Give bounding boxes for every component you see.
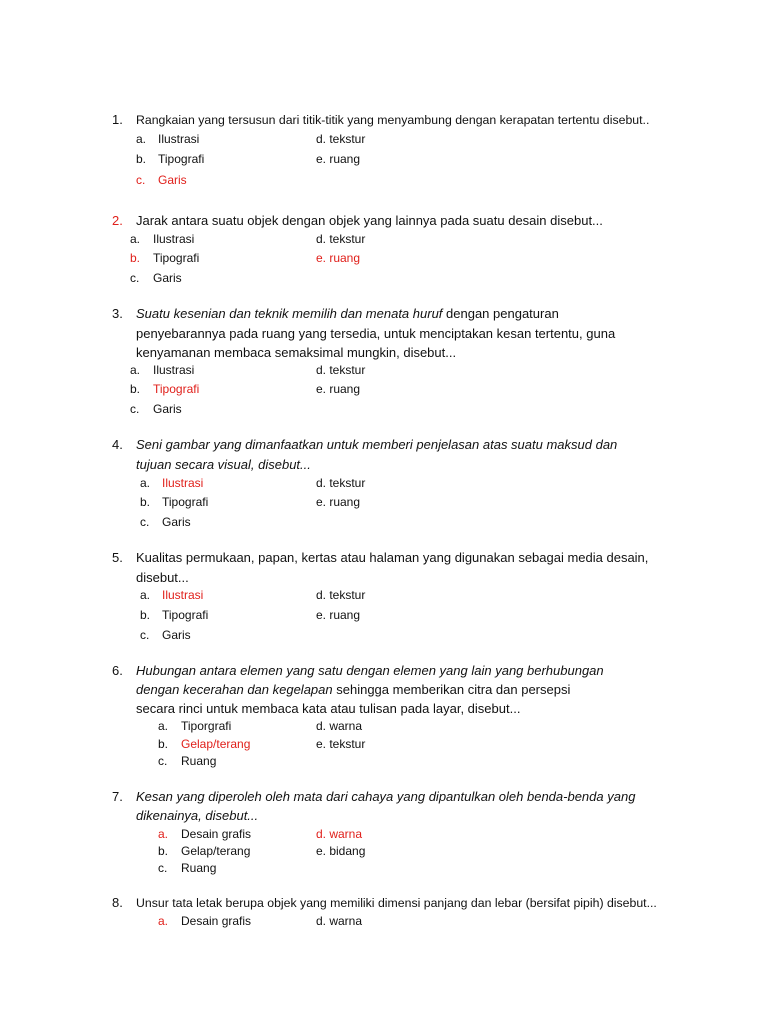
option-d: d. tekstur (316, 476, 366, 490)
option-a-text: Ilustrasi (162, 476, 204, 490)
option-c-letter: c. (140, 628, 150, 642)
option-e: e. ruang (316, 251, 361, 265)
option-d: d. tekstur (316, 132, 366, 146)
option-a-text: Desain grafis (181, 827, 252, 841)
question-text-rest: sehingga memberikan citra dan persepsi (332, 682, 571, 697)
option-d: d. warna (316, 719, 363, 733)
option-b-text: Tipografi (153, 251, 200, 265)
option-e: e. ruang (316, 608, 361, 622)
question-text-line-2: penyebarannya pada ruang yang tersedia, untuk menciptakan kesan tertentu, guna (136, 326, 616, 341)
question-text-line-3: secara rinci untuk membaca kata atau tulisan pada layar, disebut... (136, 701, 521, 716)
question-number: 6. (112, 663, 123, 678)
option-a-letter: a. (158, 719, 169, 733)
question-number: 1. (112, 112, 123, 127)
option-b-text: Gelap/terang (181, 737, 251, 751)
option-a-letter: a. (158, 827, 169, 841)
option-b-letter: b. (130, 251, 141, 265)
option-d: d. warna (316, 827, 363, 841)
option-c-letter: c. (158, 861, 168, 875)
option-b-letter: b. (140, 608, 151, 622)
option-b-letter: b. (158, 737, 169, 751)
option-a-letter: a. (140, 588, 151, 602)
question-text-italic: Suatu kesenian dan teknik memilih dan menata huruf (136, 306, 443, 321)
option-b-text: Tipografi (162, 608, 209, 622)
option-c-letter: c. (158, 754, 168, 768)
option-d: d. tekstur (316, 232, 366, 246)
question-number: 4. (112, 437, 123, 452)
option-e: e. ruang (316, 382, 361, 396)
option-a-letter: a. (136, 132, 147, 146)
option-a-letter: a. (130, 363, 141, 377)
option-e: e. tekstur (316, 737, 366, 751)
question-text: Jarak antara suatu objek dengan objek yang lainnya pada suatu desain disebut... (136, 213, 603, 228)
option-d: d. tekstur (316, 363, 366, 377)
question-text: Rangkaian yang tersusun dari titik-titik yang menyambung dengan kerapatan tertentu disebut.. (136, 113, 650, 127)
option-e: e. bidang (316, 844, 366, 858)
option-c-text: Ruang (181, 861, 217, 875)
question-number: 7. (112, 789, 123, 804)
question-text-line-2: disebut... (136, 570, 189, 585)
option-c-text: Garis (162, 628, 191, 642)
option-a-letter: a. (140, 476, 151, 490)
question-text-line-2: tujuan secara visual, disebut... (136, 457, 311, 472)
option-a-text: Ilustrasi (153, 232, 195, 246)
option-d: d. tekstur (316, 588, 366, 602)
option-d: d. warna (316, 914, 363, 928)
question-text-italic: dengan kecerahan dan kegelapan (136, 682, 333, 697)
option-c-text: Garis (162, 515, 191, 529)
option-c-text: Garis (153, 271, 182, 285)
question-text-line-2 (136, 681, 570, 699)
question-text-line-1 (136, 305, 559, 323)
option-b-letter: b. (158, 844, 169, 858)
option-a-text: Ilustrasi (158, 132, 200, 146)
option-b-text: Tipografi (153, 382, 200, 396)
question-text-line-1: Kesan yang diperoleh oleh mata dari cahaya yang dipantulkan oleh benda-benda yang (136, 789, 636, 804)
option-c-text: Ruang (181, 754, 217, 768)
option-c-text: Garis (158, 173, 187, 187)
option-c-letter: c. (130, 402, 140, 416)
option-b-letter: b. (136, 152, 147, 166)
option-e: e. ruang (316, 152, 361, 166)
option-b-letter: b. (130, 382, 141, 396)
question-text-line-1: Seni gambar yang dimanfaatkan untuk memberi penjelasan atas suatu maksud dan (136, 437, 618, 452)
question-number: 8. (112, 895, 123, 910)
question-number: 5. (112, 550, 123, 565)
option-a-letter: a. (130, 232, 141, 246)
option-a-text: Desain grafis (181, 914, 252, 928)
option-a-letter: a. (158, 914, 169, 928)
option-a-text: Ilustrasi (153, 363, 195, 377)
option-c-letter: c. (136, 173, 146, 187)
option-e: e. ruang (316, 495, 361, 509)
option-a-text: Ilustrasi (162, 588, 204, 602)
option-b-text: Tipografi (162, 495, 209, 509)
question-text: Unsur tata letak berupa objek yang memiliki dimensi panjang dan lebar (bersifat pipih) disebut... (136, 896, 657, 910)
option-c-text: Garis (153, 402, 182, 416)
question-text-rest: dengan pengaturan (442, 306, 559, 321)
question-number: 2. (112, 213, 123, 228)
question-text-line-3: kenyamanan membaca semaksimal mungkin, disebut... (136, 345, 457, 360)
question-text-line-1: Hubungan antara elemen yang satu dengan elemen yang lain yang berhubungan (136, 663, 604, 678)
question-text-line-1: Kualitas permukaan, papan, kertas atau halaman yang digunakan sebagai media desain, (136, 550, 649, 565)
option-a-text: Tiporgrafi (181, 719, 232, 733)
question-text-line-2: dikenainya, disebut... (136, 808, 259, 823)
option-c-letter: c. (130, 271, 140, 285)
option-b-text: Tipografi (158, 152, 205, 166)
option-b-letter: b. (140, 495, 151, 509)
option-b-text: Gelap/terang (181, 844, 251, 858)
question-number: 3. (112, 306, 123, 321)
option-c-letter: c. (140, 515, 150, 529)
